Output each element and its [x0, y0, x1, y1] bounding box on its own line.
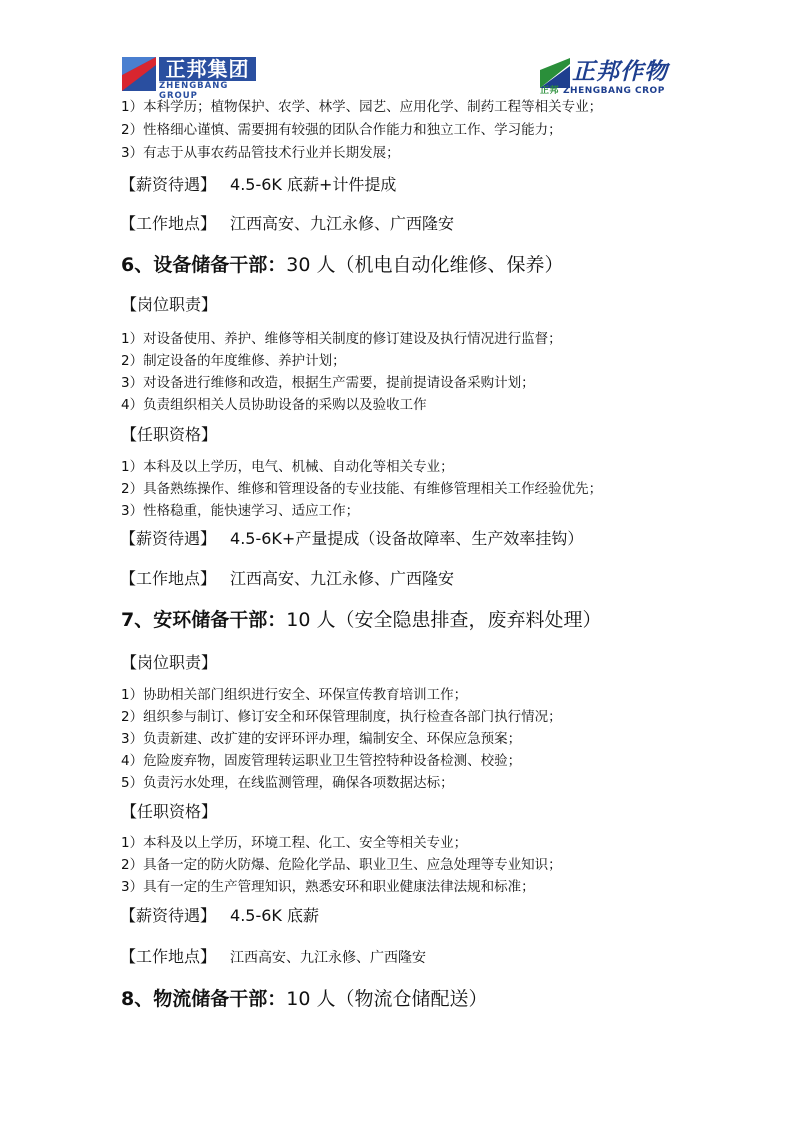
right-logo-en: ZHENGBANG CROP [563, 86, 665, 96]
section-7-salary-label: 【薪资待遇】 [120, 906, 217, 925]
section-6-salary-label: 【薪资待遇】 [120, 529, 217, 548]
section-7-count: 10 人（安全隐患排查，废弃料处理） [286, 609, 602, 631]
zhengbang-group-logo [122, 57, 256, 101]
section-8-title: 8、物流储备干部： [121, 988, 287, 1010]
right-logo-en-line [540, 86, 665, 96]
section-7-duty-2: 2）组织参与制订、修订安全和环保管理制度，执行检查各部门执行情况； [121, 709, 562, 725]
section-6-req-label: 【任职资格】 [121, 425, 218, 444]
section-6-heading [121, 252, 563, 278]
section-7-req-2: 2）具备一定的防火防爆、危险化学品、职业卫生、应急处理等专业知识； [121, 857, 562, 873]
section-7-location [120, 946, 426, 969]
section-6-duty-label: 【岗位职责】 [121, 295, 218, 314]
section-6-count: 30 人（机电自动化维修、保养） [286, 254, 564, 276]
section-7-duty-5: 5）负责污水处理，在线监测管理，确保各项数据达标； [121, 775, 454, 791]
section-7-duty-label: 【岗位职责】 [121, 653, 218, 672]
top-salary-label: 【薪资待遇】 [120, 175, 217, 194]
section-6-salary-value: 4.5-6K+产量提成（设备故障率、生产效率挂钩） [230, 529, 584, 548]
top-requirement-1: 1）本科学历；植物保护、农学、林学、园艺、应用化学、制药工程等相关专业； [121, 99, 603, 115]
zhengbang-crop-logo [540, 58, 680, 96]
section-6-req-2: 2）具备熟练操作、维修和管理设备的专业技能、有维修管理相关工作经验优先； [121, 481, 603, 497]
section-8-heading [121, 986, 487, 1012]
top-location [120, 213, 454, 235]
section-7-salary [120, 905, 319, 927]
right-logo-cn: 正邦作物 [572, 59, 668, 85]
section-6-req-3: 3）性格稳重，能快速学习、适应工作； [121, 503, 360, 519]
section-6-location [120, 568, 454, 590]
left-logo-en: ZHENGBANG GROUP [159, 81, 229, 101]
top-requirement-2: 2）性格细心谨慎、需要拥有较强的团队合作能力和独立工作、学习能力； [121, 122, 562, 138]
section-7-title: 7、安环储备干部： [121, 609, 287, 631]
top-location-label: 【工作地点】 [120, 214, 217, 233]
section-7-req-3: 3）具有一定的生产管理知识，熟悉安环和职业健康法律法规和标准； [121, 879, 535, 895]
section-7-duty-3: 3）负责新建、改扩建的安评环评办理，编制安全、环保应急预案； [121, 731, 522, 747]
section-6-title: 6、设备储备干部： [121, 254, 287, 276]
section-7-heading [121, 607, 601, 633]
section-6-duty-1: 1）对设备使用、养护、维修等相关制度的修订建设及执行情况进行监督； [121, 331, 562, 347]
section-7-location-value: 江西高安、九江永修、广西隆安 [230, 950, 427, 966]
right-logo-en-small: 正邦 [540, 86, 560, 96]
section-6-duty-2: 2）制定设备的年度维修、养护计划； [121, 353, 346, 369]
section-7-req-1: 1）本科及以上学历，环境工程、化工、安全等相关专业； [121, 835, 468, 851]
section-7-location-label: 【工作地点】 [120, 947, 217, 966]
section-6-duty-3: 3）对设备进行维修和改造，根据生产需要，提前提请设备采购计划； [121, 375, 535, 391]
section-7-duty-1: 1）协助相关部门组织进行安全、环保宣传教育培训工作； [121, 687, 468, 703]
section-6-location-value: 江西高安、九江永修、广西隆安 [230, 569, 455, 588]
top-requirement-3: 3）有志于从事农药品管技术行业并长期发展； [121, 145, 400, 161]
section-6-duty-4: 4）负责组织相关人员协助设备的采购以及验收工作 [121, 397, 427, 413]
section-6-location-label: 【工作地点】 [120, 569, 217, 588]
top-salary-value: 4.5-6K 底薪+计件提成 [230, 175, 397, 194]
section-6-salary [120, 528, 583, 550]
section-7-req-label: 【任职资格】 [121, 802, 218, 821]
section-7-duty-4: 4）危险废弃物，固废管理转运职业卫生管控特种设备检测、校验； [121, 753, 522, 769]
zhengbang-group-logo-icon [122, 57, 156, 91]
section-7-salary-value: 4.5-6K 底薪 [230, 906, 319, 925]
section-6-req-1: 1）本科及以上学历，电气、机械、自动化等相关专业； [121, 459, 454, 475]
section-8-count: 10 人（物流仓储配送） [286, 988, 488, 1010]
top-salary [120, 174, 396, 196]
zhengbang-crop-logo-icon [540, 58, 570, 88]
left-logo-cn: 正邦集团 [159, 57, 256, 81]
top-location-value: 江西高安、九江永修、广西隆安 [230, 214, 455, 233]
